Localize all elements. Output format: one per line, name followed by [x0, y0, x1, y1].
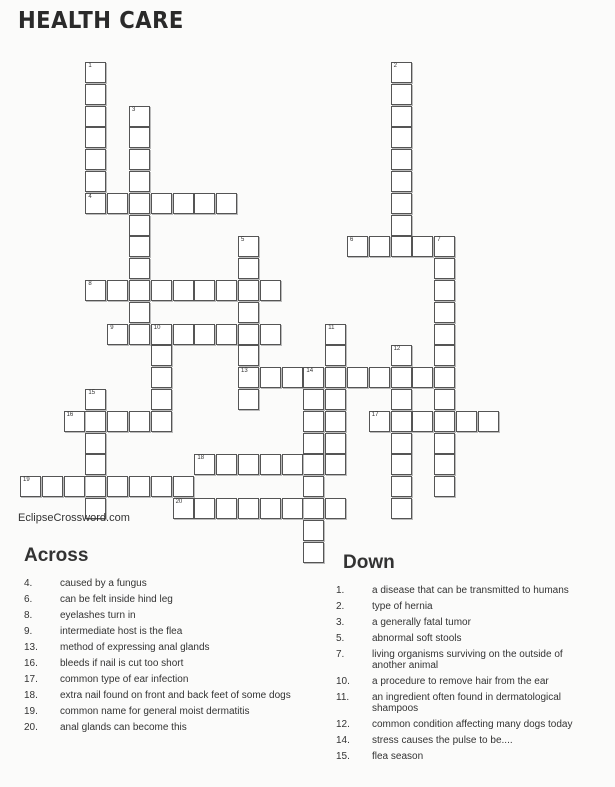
across-clue-list — [24, 578, 294, 738]
clue-number: 16. — [24, 658, 38, 669]
grid-cell[interactable] — [194, 454, 215, 475]
credit-text: EclipseCrossword.com — [18, 512, 130, 524]
grid-cell[interactable] — [456, 411, 477, 432]
grid-cell[interactable] — [260, 367, 281, 388]
grid-number: 4 — [88, 193, 92, 200]
grid-cell[interactable] — [260, 498, 281, 519]
clue-text: eyelashes turn in — [60, 610, 136, 621]
grid-cell[interactable] — [85, 193, 106, 214]
clue-number: 7. — [336, 649, 345, 660]
grid-cell[interactable] — [129, 411, 150, 432]
grid-cell[interactable] — [391, 84, 412, 105]
grid-cell[interactable] — [238, 454, 259, 475]
grid-cell[interactable] — [434, 258, 455, 279]
clue-text: extra nail found on front and back feet of some dogs — [60, 690, 291, 701]
grid-cell[interactable] — [42, 476, 63, 497]
grid-cell[interactable] — [107, 411, 128, 432]
down-clue — [336, 633, 598, 644]
grid-cell[interactable] — [303, 520, 324, 541]
grid-cell[interactable] — [369, 236, 390, 257]
grid-cell[interactable] — [151, 280, 172, 301]
grid-cell[interactable] — [369, 411, 390, 432]
grid-number: 5 — [241, 237, 245, 244]
grid-cell[interactable] — [391, 498, 412, 519]
grid-cell[interactable] — [85, 433, 106, 454]
grid-number: 16 — [66, 411, 74, 418]
clue-text: bleeds if nail is cut too short — [60, 658, 184, 669]
grid-number: 12 — [393, 346, 401, 353]
grid-cell[interactable] — [260, 280, 281, 301]
grid-cell[interactable] — [151, 411, 172, 432]
grid-cell[interactable] — [303, 367, 324, 388]
clue-text: common type of ear infection — [60, 674, 189, 685]
grid-cell[interactable] — [20, 476, 41, 497]
clue-text: method of expressing anal glands — [60, 642, 210, 653]
grid-cell[interactable] — [282, 498, 303, 519]
clue-number: 2. — [336, 601, 345, 612]
grid-cell[interactable] — [238, 324, 259, 345]
grid-cell[interactable] — [347, 236, 368, 257]
clue-text: common condition affecting many dogs today — [372, 719, 573, 730]
across-clue — [24, 642, 294, 653]
grid-cell[interactable] — [412, 367, 433, 388]
grid-cell[interactable] — [434, 280, 455, 301]
clue-text: an ingredient often found in dermatological shampoos — [372, 692, 562, 714]
grid-cell[interactable] — [325, 411, 346, 432]
grid-cell[interactable] — [325, 324, 346, 345]
grid-cell[interactable] — [85, 280, 106, 301]
grid-cell[interactable] — [194, 280, 215, 301]
down-clue — [336, 617, 598, 628]
grid-cell[interactable] — [151, 476, 172, 497]
grid-cell[interactable] — [129, 149, 150, 170]
grid-cell[interactable] — [391, 215, 412, 236]
grid-cell[interactable] — [391, 171, 412, 192]
grid-cell[interactable] — [325, 345, 346, 366]
grid-cell[interactable] — [282, 367, 303, 388]
grid-cell[interactable] — [391, 345, 412, 366]
clue-number: 5. — [336, 633, 345, 644]
grid-cell[interactable] — [325, 433, 346, 454]
across-clue — [24, 578, 294, 589]
clue-text: a procedure to remove hair from the ear — [372, 676, 549, 687]
grid-cell[interactable] — [325, 498, 346, 519]
grid-cell[interactable] — [478, 411, 499, 432]
grid-cell[interactable] — [216, 454, 237, 475]
grid-cell[interactable] — [303, 389, 324, 410]
grid-cell[interactable] — [107, 476, 128, 497]
clue-number: 14. — [336, 735, 350, 746]
clue-number: 20. — [24, 722, 38, 733]
clue-text: can be felt inside hind leg — [60, 594, 173, 605]
grid-cell[interactable] — [238, 389, 259, 410]
grid-cell[interactable] — [194, 498, 215, 519]
grid-cell[interactable] — [412, 411, 433, 432]
grid-cell[interactable] — [129, 302, 150, 323]
across-clue — [24, 610, 294, 621]
clue-text: anal glands can become this — [60, 722, 187, 733]
grid-cell[interactable] — [216, 280, 237, 301]
grid-cell[interactable] — [238, 345, 259, 366]
across-clue — [24, 658, 294, 669]
grid-cell[interactable] — [260, 454, 281, 475]
grid-cell[interactable] — [391, 62, 412, 83]
grid-cell[interactable] — [434, 411, 455, 432]
grid-cell[interactable] — [85, 411, 106, 432]
grid-cell[interactable] — [325, 454, 346, 475]
grid-cell[interactable] — [303, 411, 324, 432]
grid-cell[interactable] — [216, 498, 237, 519]
grid-cell[interactable] — [129, 258, 150, 279]
grid-cell[interactable] — [216, 193, 237, 214]
clue-number: 18. — [24, 690, 38, 701]
grid-cell[interactable] — [391, 454, 412, 475]
grid-cell[interactable] — [238, 302, 259, 323]
grid-cell[interactable] — [434, 236, 455, 257]
down-clue — [336, 692, 598, 714]
across-clue — [24, 706, 294, 717]
down-clue — [336, 735, 598, 746]
grid-cell[interactable] — [129, 171, 150, 192]
grid-cell[interactable] — [434, 367, 455, 388]
down-clue — [336, 601, 598, 612]
grid-cell[interactable] — [64, 411, 85, 432]
grid-cell[interactable] — [107, 324, 128, 345]
clue-number: 1. — [336, 585, 345, 596]
grid-number: 17 — [371, 411, 379, 418]
grid-cell[interactable] — [434, 476, 455, 497]
clue-text: intermediate host is the flea — [60, 626, 183, 637]
grid-cell[interactable] — [391, 149, 412, 170]
grid-cell[interactable] — [434, 389, 455, 410]
grid-cell[interactable] — [85, 171, 106, 192]
clue-number: 17. — [24, 674, 38, 685]
grid-cell[interactable] — [238, 498, 259, 519]
clue-number: 15. — [336, 751, 350, 762]
down-clue — [336, 649, 598, 671]
grid-cell[interactable] — [391, 236, 412, 257]
grid-cell[interactable] — [391, 367, 412, 388]
grid-cell[interactable] — [85, 84, 106, 105]
grid-cell[interactable] — [238, 367, 259, 388]
across-clue — [24, 674, 294, 685]
grid-cell[interactable] — [107, 280, 128, 301]
grid-cell[interactable] — [85, 389, 106, 410]
clue-text: flea season — [372, 751, 424, 762]
clue-number: 12. — [336, 719, 350, 730]
clue-number: 10. — [336, 676, 350, 687]
grid-cell[interactable] — [303, 498, 324, 519]
grid-number: 11 — [328, 324, 335, 331]
grid-number: 20 — [175, 499, 183, 505]
grid-cell[interactable] — [85, 62, 106, 83]
grid-number: 13 — [241, 368, 248, 375]
grid-cell[interactable] — [151, 367, 172, 388]
clue-number: 11. — [336, 692, 350, 703]
grid-cell[interactable] — [194, 324, 215, 345]
grid-cell[interactable] — [151, 389, 172, 410]
grid-cell[interactable] — [173, 476, 194, 497]
grid-cell[interactable] — [129, 324, 150, 345]
grid-cell[interactable] — [216, 324, 237, 345]
grid-cell[interactable] — [151, 193, 172, 214]
grid-cell[interactable] — [151, 345, 172, 366]
across-clue — [24, 722, 294, 733]
grid-cell[interactable] — [434, 433, 455, 454]
clue-text: type of hernia — [372, 601, 433, 612]
grid-cell[interactable] — [325, 389, 346, 410]
across-clue — [24, 690, 294, 701]
down-heading: Down — [343, 552, 395, 573]
grid-number: 19 — [23, 477, 30, 484]
clue-text: a disease that can be transmitted to humans — [372, 585, 569, 596]
grid-number: 7 — [437, 237, 441, 244]
grid-cell[interactable] — [173, 280, 194, 301]
grid-cell[interactable] — [129, 476, 150, 497]
grid-cell[interactable] — [129, 215, 150, 236]
grid-cell[interactable] — [85, 149, 106, 170]
grid-number: 15 — [88, 390, 96, 396]
grid-cell[interactable] — [434, 302, 455, 323]
grid-cell[interactable] — [238, 280, 259, 301]
grid-cell[interactable] — [85, 476, 106, 497]
grid-cell[interactable] — [173, 498, 194, 519]
down-clue-list — [336, 585, 598, 767]
grid-number: 8 — [88, 281, 92, 287]
grid-cell[interactable] — [434, 324, 455, 345]
clue-text: living organisms surviving on the outside of another animal — [372, 649, 563, 671]
grid-cell[interactable] — [129, 280, 150, 301]
clue-text: abnormal soft stools — [372, 633, 462, 644]
down-clue — [336, 751, 598, 762]
clue-text: common name for general moist dermatitis — [60, 706, 250, 717]
grid-cell[interactable] — [64, 476, 85, 497]
clue-number: 4. — [24, 578, 33, 589]
grid-cell[interactable] — [347, 367, 368, 388]
grid-cell[interactable] — [303, 476, 324, 497]
grid-cell[interactable] — [107, 193, 128, 214]
grid-cell[interactable] — [85, 106, 106, 127]
grid-cell[interactable] — [434, 345, 455, 366]
grid-cell[interactable] — [303, 433, 324, 454]
grid-cell[interactable] — [325, 367, 346, 388]
clue-number: 13. — [24, 642, 38, 653]
grid-number: 6 — [350, 237, 354, 244]
grid-number: 2 — [393, 63, 397, 69]
grid-number: 14 — [306, 368, 314, 375]
down-clue — [336, 676, 598, 687]
clue-number: 19. — [24, 706, 38, 717]
grid-cell[interactable] — [391, 106, 412, 127]
grid-cell[interactable] — [85, 454, 106, 475]
down-clue — [336, 585, 598, 596]
clue-number: 8. — [24, 610, 33, 621]
grid-number: 1 — [88, 63, 92, 69]
grid-cell[interactable] — [194, 193, 215, 214]
grid-cell[interactable] — [129, 193, 150, 214]
grid-cell[interactable] — [85, 127, 106, 148]
grid-cell[interactable] — [369, 367, 390, 388]
across-clue — [24, 594, 294, 605]
clue-number: 9. — [24, 626, 33, 637]
grid-cell[interactable] — [391, 389, 412, 410]
grid-number: 3 — [132, 106, 136, 113]
grid-cell[interactable] — [391, 411, 412, 432]
clue-text: caused by a fungus — [60, 578, 147, 589]
clue-number: 3. — [336, 617, 345, 628]
grid-cell[interactable] — [282, 454, 303, 475]
grid-cell[interactable] — [434, 454, 455, 475]
grid-cell[interactable] — [391, 476, 412, 497]
across-heading: Across — [24, 545, 89, 566]
down-clue — [336, 719, 598, 730]
grid-cell[interactable] — [391, 193, 412, 214]
grid-cell[interactable] — [129, 127, 150, 148]
clue-number: 6. — [24, 594, 33, 605]
grid-cell[interactable] — [391, 127, 412, 148]
clue-text: a generally fatal tumor — [372, 617, 471, 628]
grid-cell[interactable] — [391, 433, 412, 454]
across-clue — [24, 626, 294, 637]
grid-cell[interactable] — [303, 454, 324, 475]
grid-cell[interactable] — [129, 236, 150, 257]
grid-cell[interactable] — [412, 236, 433, 257]
grid-number: 9 — [110, 324, 114, 331]
grid-cell[interactable] — [260, 324, 281, 345]
grid-number: 10 — [153, 324, 161, 331]
clue-text: stress causes the pulse to be.... — [372, 735, 513, 746]
grid-number: 18 — [197, 455, 205, 462]
grid-cell[interactable] — [303, 542, 324, 563]
grid-cell[interactable] — [173, 324, 194, 345]
grid-cell[interactable] — [173, 193, 194, 214]
grid-cell[interactable] — [238, 258, 259, 279]
puzzle-title: HEALTH CARE — [18, 8, 184, 34]
grid-cell[interactable] — [151, 324, 172, 345]
grid-cell[interactable] — [129, 106, 150, 127]
grid-cell[interactable] — [238, 236, 259, 257]
